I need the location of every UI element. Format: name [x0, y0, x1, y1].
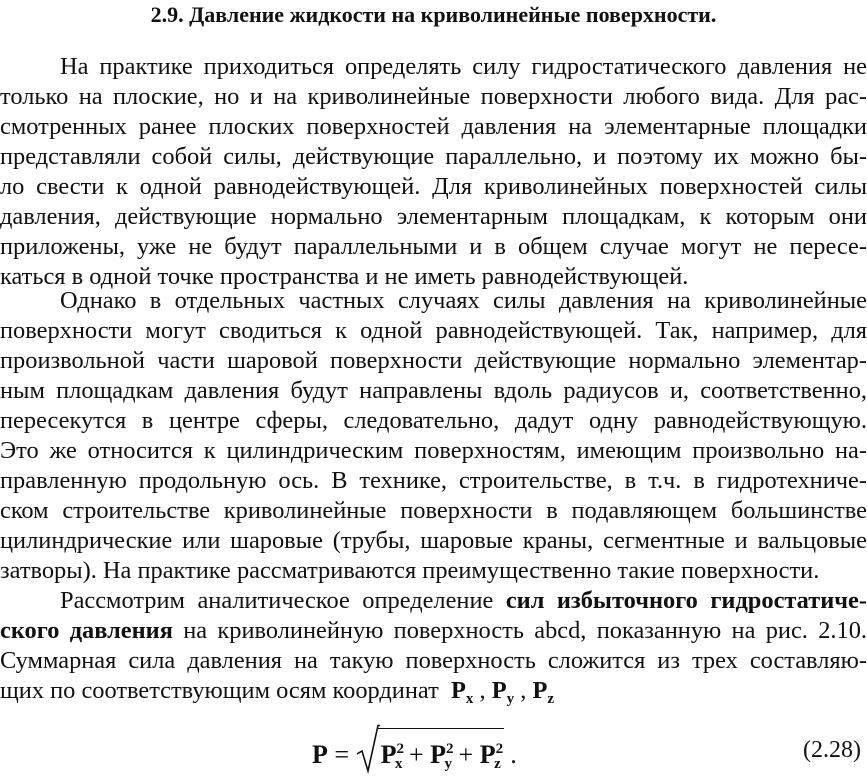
paragraph-line: смотренных ранее плоских поверхностей давления на элементарные площадки [0, 113, 867, 140]
formula-period: . [510, 740, 517, 769]
paragraph-line: только на плоские, но и на криволинейные поверхности любого вида. Для рас- [0, 83, 867, 110]
paragraph-line: На практике приходиться определять силу гидростатического давления не [60, 53, 867, 80]
text-run: Рассмотрим аналитическое определение [60, 587, 506, 614]
px-term: $P^2_x$ [380, 740, 404, 772]
paragraph-line: Это же относится к цилиндрическим поверхностям, имеющим произвольно на- [0, 437, 867, 464]
text-run: на криволинейную поверхность abcd, показанную на рис. 2.10. [172, 617, 867, 644]
paragraph-line: ском строительстве криволинейные поверхности в подавляющем большинстве [0, 497, 867, 524]
paragraph-line [0, 676, 867, 714]
paragraph-line [0, 616, 867, 646]
paragraph-line: Суммарная сила давления на такую поверхность сложится из трех составляю- [0, 647, 867, 674]
paragraph-line: приложены, уже не будут параллельными и в общем случае могут не пересе- [0, 233, 867, 260]
section-heading: 2.9. Давление жидкости на криволинейные поверхности. [150, 2, 717, 27]
paragraph-line: ным площадкам давления будут направлены вдоль радиусов и, соответственно, [0, 377, 867, 404]
px-symbol: $P_x$ [450, 677, 474, 707]
paragraph-line: поверхности могут сводиться к одной равнодействующей. Так, например, для [0, 317, 867, 344]
pz-term: $P^2_z$ [479, 740, 504, 772]
paragraph-line: Однако в отдельных частных случаях силы давления на криволинейные [60, 287, 867, 314]
py-symbol: $P_y$ [491, 677, 515, 707]
formula-lhs: P [312, 740, 328, 769]
bold-term: ского давления [0, 617, 173, 644]
radicand: $P^2_x + P^2_y + P^2_z$ [378, 728, 504, 784]
paragraph-line: цилиндрические или шаровые (трубы, шаровые краны, сегментные и вальцовые [0, 527, 867, 554]
paragraph-line: ло свести к одной равнодействующей. Для криволинейных поверхностей силы [0, 173, 867, 200]
paragraph-line: произвольной части шаровой поверхности действующие нормально элементар- [0, 347, 867, 374]
text-run: щих по соответствующим осям координат [0, 677, 439, 704]
paragraph-line [60, 586, 867, 616]
paragraph-line: давления, действующие нормально элементарным площадкам, к которым они [0, 203, 867, 230]
paragraph-line: каться в одной точке пространства и не иметь равнодействующей. [0, 263, 689, 290]
radical-sign-icon [356, 724, 380, 774]
square-root [356, 728, 504, 784]
formula [312, 728, 517, 772]
py-term: $P^2_y$ [430, 740, 454, 772]
paragraph-line: пересекутся в центре сферы, следовательно, дадут одну равнодействующую. [0, 407, 867, 434]
paragraph-line: правленную продольную ось. В технике, строительстве, в т.ч. в гидротехниче- [0, 467, 867, 494]
bold-term: сил избыточного гидростатиче- [505, 587, 867, 614]
pz-symbol: $P_z$ [532, 677, 555, 707]
equals-sign: = [334, 740, 350, 769]
paragraph-line: представляли собой силы, действующие параллельно, и поэтому их можно бы- [0, 143, 867, 170]
comma: , [520, 677, 527, 704]
comma: , [479, 677, 486, 704]
equation-number: (2.28) [803, 737, 861, 763]
paragraph-line: затворы). На практике рассматриваются преимущественно такие поверхности. [0, 557, 820, 584]
